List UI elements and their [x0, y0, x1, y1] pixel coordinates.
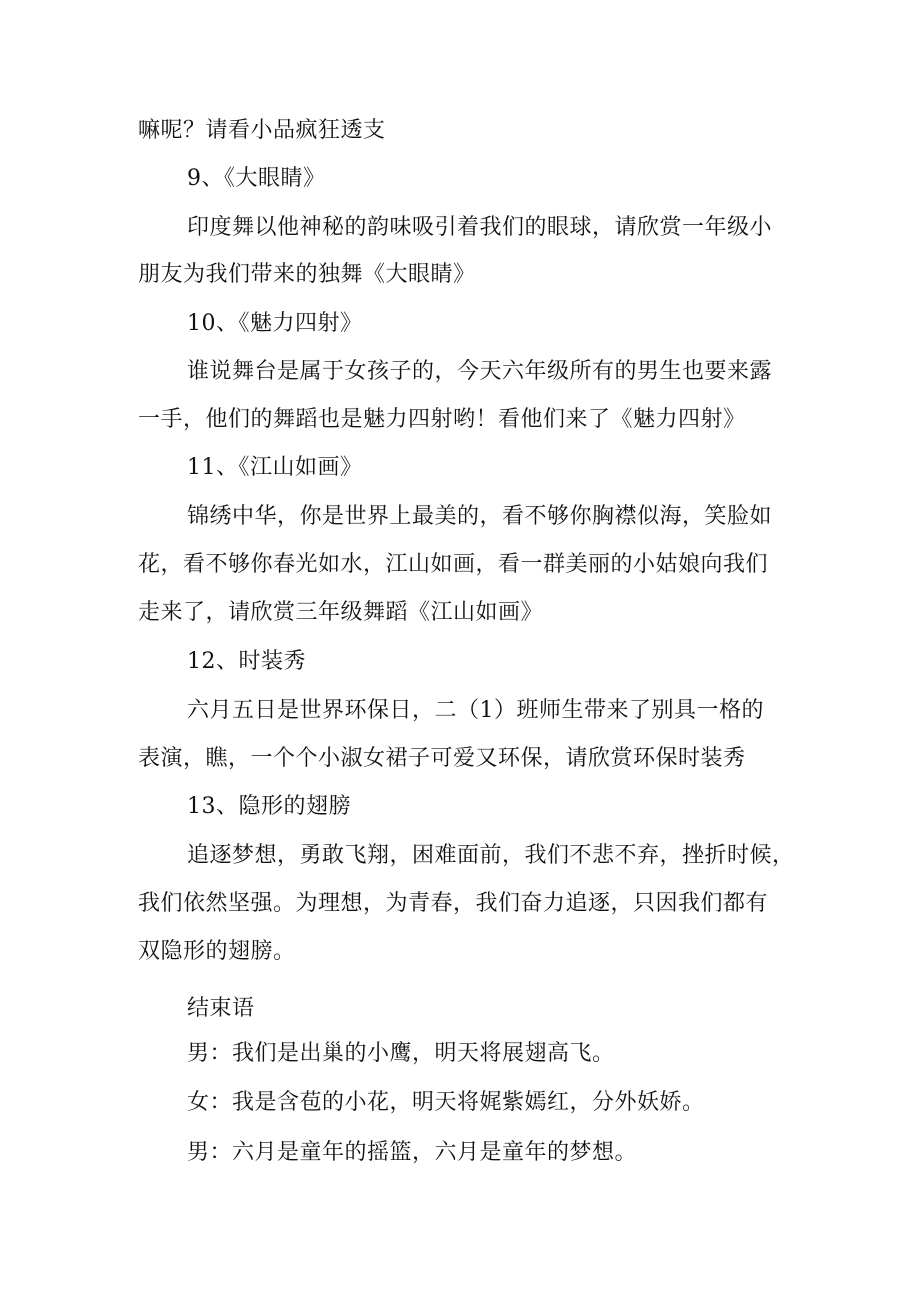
item-heading: 10、《魅力四射》	[187, 311, 363, 336]
dialogue-line: 女：我是含苞的小花，明天将娓紫嫣红，分外妖娇。	[187, 1090, 705, 1115]
paragraph-line: 六月五日是世界环保日，二（1）班师生带来了别具一格的	[187, 698, 764, 723]
item-heading: 11、《江山如画》	[187, 455, 363, 480]
paragraph-line: 表演，瞧，一个个小淑女裙子可爱又环保，请欣赏环保时装秀	[138, 746, 746, 771]
paragraph-line: 嘛呢？请看小品疯狂透支	[138, 118, 386, 143]
paragraph-line: 走来了，请欣赏三年级舞蹈《江山如画》	[138, 600, 544, 625]
item-heading: 9、《大眼睛》	[187, 166, 326, 191]
item-heading: 13、隐形的翅膀	[187, 794, 351, 819]
paragraph-line: 我们依然坚强。为理想，为青春，我们奋力追逐，只因我们都有	[138, 891, 769, 916]
paragraph-line: 花，看不够你春光如水，江山如画，看一群美丽的小姑娘向我们	[138, 552, 769, 577]
paragraph-line: 印度舞以他神秘的韵味吸引着我们的眼球，请欣赏一年级小	[187, 215, 773, 240]
paragraph-line: 双隐形的翅膀。	[138, 939, 296, 964]
dialogue-line: 男：六月是童年的摇篮，六月是童年的梦想。	[187, 1140, 638, 1165]
item-heading: 12、时装秀	[187, 649, 306, 674]
paragraph-line: 一手，他们的舞蹈也是魅力四射哟！看他们来了《魅力四射》	[138, 407, 746, 432]
section-heading: 结束语	[187, 996, 255, 1021]
paragraph-line: 追逐梦想，勇敢飞翔，困难面前，我们不悲不弃，挫折时候，	[187, 843, 795, 868]
paragraph-line: 谁说舞台是属于女孩子的，今天六年级所有的男生也要来露	[187, 359, 773, 384]
dialogue-line: 男：我们是出巢的小鹰，明天将展翅高飞。	[187, 1041, 615, 1066]
paragraph-line: 锦绣中华，你是世界上最美的，看不够你胸襟似海，笑脸如	[187, 504, 773, 529]
paragraph-line: 朋友为我们带来的独舞《大眼睛》	[138, 262, 476, 287]
